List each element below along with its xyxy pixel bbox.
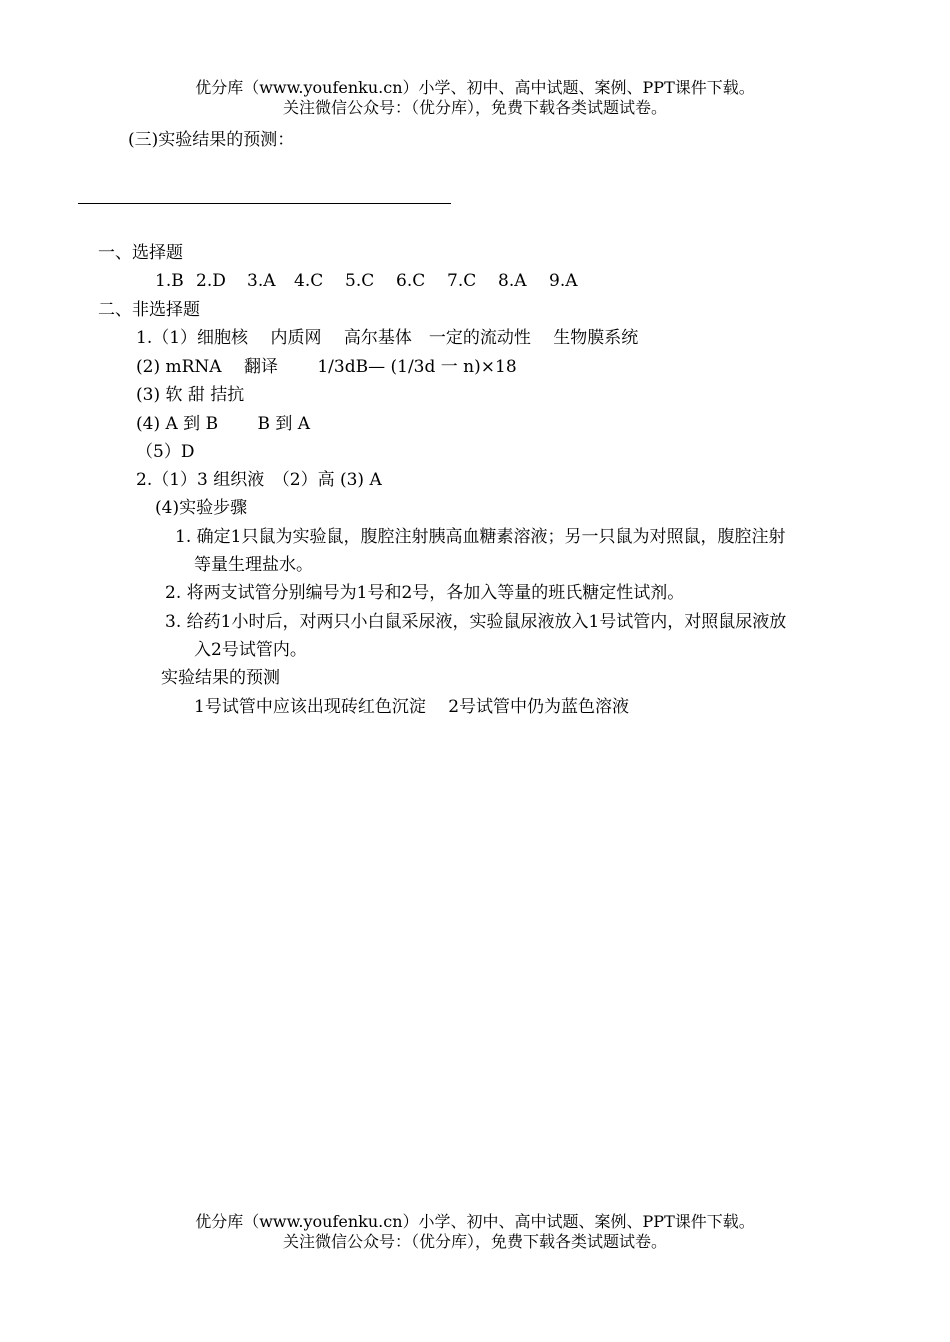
prediction-text: 1号试管中应该出现砖红色沉淀 2号试管中仍为蓝色溶液 xyxy=(194,697,630,717)
q1-answer-3: (3) 软 甜 拮抗 xyxy=(136,385,245,405)
q1-answer-4: (4) A 到 B B 到 A xyxy=(136,414,311,434)
mc-answer-4: 4.C xyxy=(294,271,324,291)
q2-step-3-line-1: 3. 给药1小时后，对两只小白鼠采尿液，实验鼠尿液放入1号试管内，对照鼠尿液放 xyxy=(165,612,787,632)
mc-answer-3: 3.A xyxy=(247,271,276,291)
footer-line-1: 优分库（www.youfenku.cn）小学、初中、高中试题、案例、PPT课件下载。 xyxy=(195,1212,755,1231)
q1-answer-1: 1.（1）细胞核 内质网 高尔基体 一定的流动性 生物膜系统 xyxy=(136,328,639,348)
mc-answer-1: 1.B xyxy=(155,271,184,291)
footer-line-2: 关注微信公众号：（优分库），免费下载各类试题试卷。 xyxy=(282,1232,667,1251)
q2-answer-1: 2.（1）3 组织液 （2）高 (3) A xyxy=(136,470,382,490)
q2-steps-title: (4)实验步骤 xyxy=(155,498,248,518)
mc-answer-8: 8.A xyxy=(498,271,527,291)
mc-answer-6: 6.C xyxy=(396,271,426,291)
q2-step-1-line-2: 等量生理盐水。 xyxy=(194,555,313,575)
q2-step-1-line-1: 1. 确定1只鼠为实验鼠，腹腔注射胰高血糖素溶液；另一只鼠为对照鼠，腹腔注射 xyxy=(175,527,786,547)
mc-answer-9: 9.A xyxy=(549,271,578,291)
mc-answer-5: 5.C xyxy=(345,271,375,291)
part2-title: 二、非选择题 xyxy=(98,300,200,320)
mc-answer-2: 2.D xyxy=(196,271,226,291)
q2-step-3-line-2: 入2号试管内。 xyxy=(194,640,307,660)
header-line-1: 优分库（www.youfenku.cn）小学、初中、高中试题、案例、PPT课件下载。 xyxy=(195,78,755,97)
q2-step-2: 2. 将两支试管分别编号为1号和2号，各加入等量的班氏糖定性试剂。 xyxy=(165,583,685,603)
mc-answer-7: 7.C xyxy=(447,271,477,291)
header-line-2: 关注微信公众号：（优分库），免费下载各类试题试卷。 xyxy=(282,98,667,117)
horizontal-divider xyxy=(78,203,451,204)
q1-answer-5: （5）D xyxy=(136,442,195,462)
q1-answer-2: (2) mRNA 翻译 1/3dB— (1/3d 一 n)×18 xyxy=(136,357,517,377)
section-heading: (三)实验结果的预测： xyxy=(128,130,295,150)
part1-title: 一、选择题 xyxy=(98,243,183,263)
prediction-title: 实验结果的预测 xyxy=(161,668,280,688)
